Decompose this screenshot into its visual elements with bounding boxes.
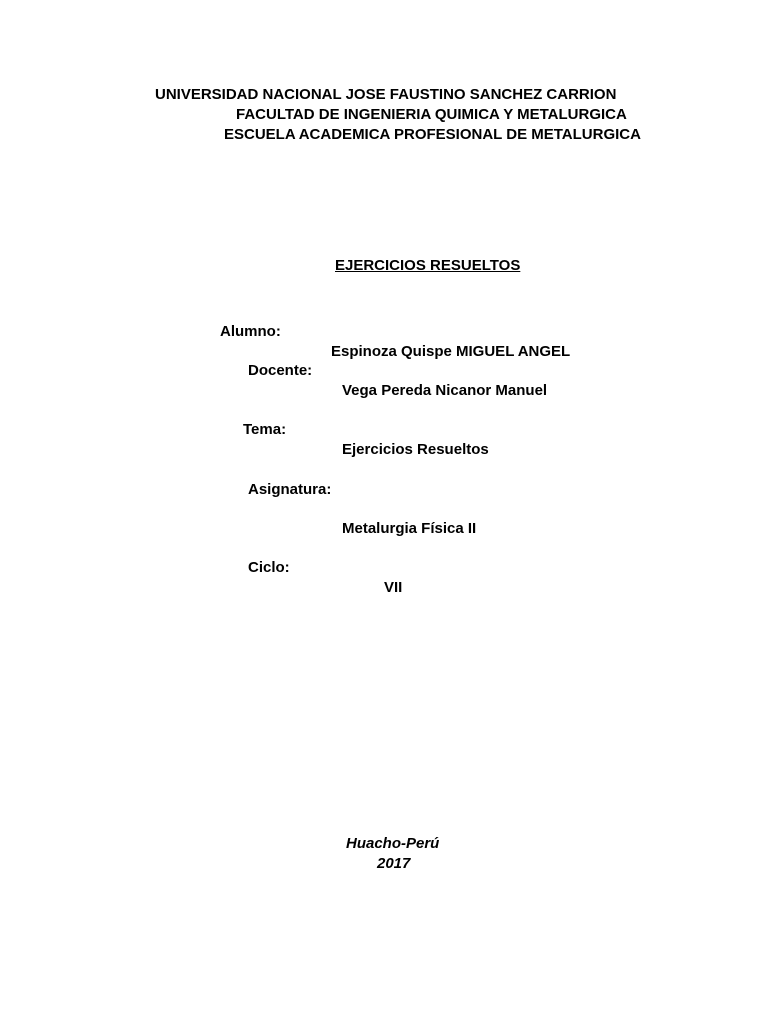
school-name: ESCUELA ACADEMICA PROFESIONAL DE METALURGICA (224, 126, 641, 143)
footer-year: 2017 (377, 855, 411, 872)
footer-place: Huacho-Perú (346, 835, 440, 852)
docente-label: Docente: (248, 362, 313, 379)
tema-value: Ejercicios Resueltos (342, 441, 489, 458)
alumno-value: Espinoza Quispe MIGUEL ANGEL (331, 343, 571, 360)
alumno-label: Alumno: (220, 323, 281, 340)
asignatura-label: Asignatura: (248, 481, 332, 498)
asignatura-value: Metalurgia Física II (342, 520, 477, 537)
document-title: EJERCICIOS RESUELTOS (335, 257, 521, 274)
ciclo-label: Ciclo: (248, 559, 290, 576)
ciclo-value: VII (384, 579, 403, 596)
university-name: UNIVERSIDAD NACIONAL JOSE FAUSTINO SANCHEZ CARRION (155, 86, 617, 103)
docente-value: Vega Pereda Nicanor Manuel (342, 382, 548, 399)
faculty-name: FACULTAD DE INGENIERIA QUIMICA Y METALURGICA (236, 106, 627, 123)
tema-label: Tema: (243, 421, 287, 438)
